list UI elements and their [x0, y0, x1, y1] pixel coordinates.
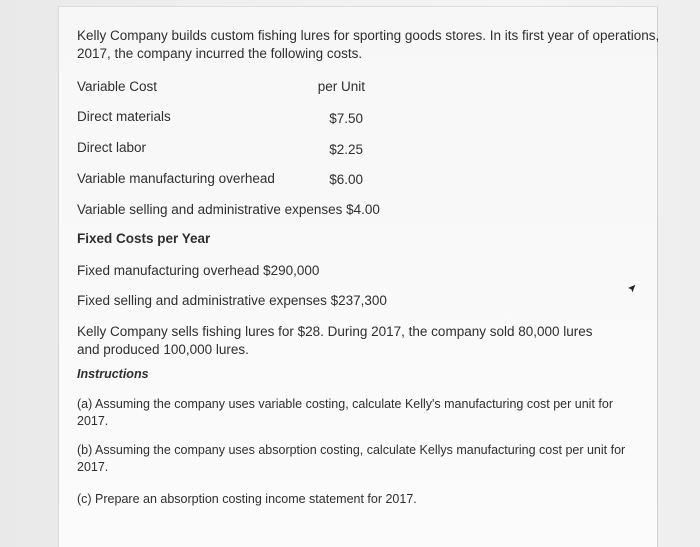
- intro-paragraph: Kelly Company builds custom fishing lures for sporting goods stores. In its first year of operations, 2017, the company incurred the following costs.: [77, 28, 660, 61]
- direct-labor-value: $2.25: [329, 142, 363, 157]
- fixed-manufacturing-overhead: Fixed manufacturing overhead $290,000: [77, 263, 320, 278]
- variable-overhead-value: $6.00: [329, 172, 363, 187]
- direct-materials-label: Direct materials: [77, 109, 171, 124]
- instructions-heading: Instructions: [77, 367, 149, 381]
- direct-labor-label: Direct labor: [77, 140, 147, 155]
- variable-selling-admin: Variable selling and administrative expenses $4.00: [77, 202, 380, 217]
- per-unit-header: per Unit: [317, 79, 365, 94]
- direct-materials-value: $7.50: [329, 111, 363, 126]
- sales-info-paragraph: Kelly Company sells fishing lures for $28. During 2017, the company sold 80,000 lures and produced 100,000 lures.: [77, 324, 593, 357]
- fixed-selling-admin: Fixed selling and administrative expenses $237,300: [77, 293, 387, 308]
- variable-overhead-label: Variable manufacturing overhead: [77, 171, 275, 186]
- instruction-a: (a) Assuming the company uses variable costing, calculate Kelly's manufacturing cost per unit for 2017.: [77, 397, 613, 428]
- variable-cost-header: Variable Cost: [77, 79, 158, 94]
- fixed-costs-heading: Fixed Costs per Year: [77, 231, 211, 246]
- instruction-b: (b) Assuming the company uses absorption costing, calculate Kellys manufacturing cost per unit for 2017.: [77, 443, 626, 474]
- instruction-c: (c) Prepare an absorption costing income statement for 2017.: [77, 492, 417, 506]
